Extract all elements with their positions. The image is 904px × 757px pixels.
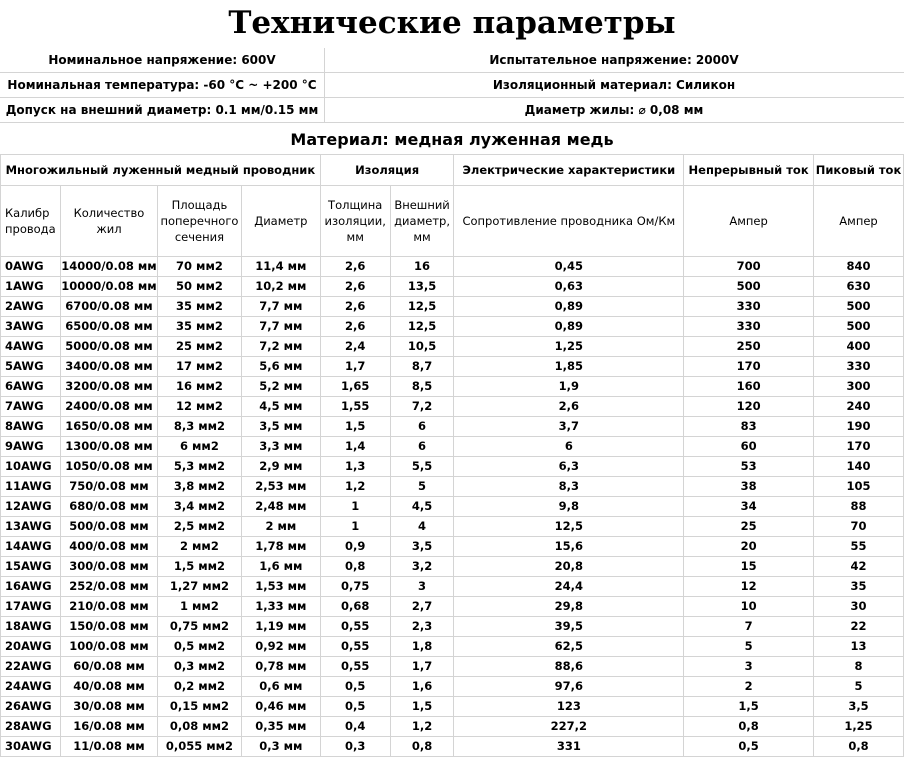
cell-diameter: 0,35 мм [241, 717, 320, 737]
test-voltage-text: Испытательное напряжение: 2000V [489, 53, 739, 67]
cell-outer-diameter: 1,8 [390, 637, 454, 657]
cell-outer-diameter: 3,2 [390, 557, 454, 577]
cell-area: 50 мм2 [157, 277, 241, 297]
cell-strands: 3200/0.08 мм [60, 377, 157, 397]
cell-resistance: 88,6 [454, 657, 684, 677]
cell-continuous-current: 25 [684, 517, 814, 537]
cell-peak-current: 400 [814, 337, 904, 357]
cell-continuous-current: 3 [684, 657, 814, 677]
cell-strands: 680/0.08 мм [60, 497, 157, 517]
cell-area: 6 мм2 [157, 437, 241, 457]
cell-insulation-thickness: 0,3 [320, 737, 390, 757]
cell-diameter: 3,3 мм [241, 437, 320, 457]
rated-voltage-text: Номинальное напряжение: 600V [0, 48, 325, 72]
cell-peak-current: 3,5 [814, 697, 904, 717]
cell-gauge: 15AWG [1, 557, 61, 577]
cell-outer-diameter: 5,5 [390, 457, 454, 477]
table-row [1, 617, 904, 637]
table-row [1, 597, 904, 617]
rated-temperature-text: Номинальная температура: -60 °C ~ +200 °C [0, 73, 325, 97]
cell-resistance: 227,2 [454, 717, 684, 737]
cell-strands: 11/0.08 мм [60, 737, 157, 757]
cell-outer-diameter: 1,5 [390, 697, 454, 717]
cell-area: 1,5 мм2 [157, 557, 241, 577]
cell-outer-diameter: 8,5 [390, 377, 454, 397]
spec-table [0, 154, 904, 757]
cell-outer-diameter: 2,7 [390, 597, 454, 617]
cell-diameter: 2,53 мм [241, 477, 320, 497]
cell-strands: 5000/0.08 мм [60, 337, 157, 357]
cell-insulation-thickness: 0,55 [320, 657, 390, 677]
cell-area: 2 мм2 [157, 537, 241, 557]
cell-resistance: 1,85 [454, 357, 684, 377]
subheader-diameter: Диаметр [241, 186, 320, 257]
table-row [1, 637, 904, 657]
cell-outer-diameter: 0,8 [390, 737, 454, 757]
subheader-resistance: Сопротивление проводника Ом/Км [454, 186, 684, 257]
cell-diameter: 2,48 мм [241, 497, 320, 517]
cell-resistance: 0,63 [454, 277, 684, 297]
cell-strands: 3400/0.08 мм [60, 357, 157, 377]
cell-insulation-thickness: 0,8 [320, 557, 390, 577]
cell-gauge: 20AWG [1, 637, 61, 657]
cell-diameter: 5,6 мм [241, 357, 320, 377]
cell-outer-diameter: 12,5 [390, 317, 454, 337]
table-row [1, 717, 904, 737]
cell-insulation-thickness: 2,6 [320, 277, 390, 297]
table-row [1, 737, 904, 757]
cell-strands: 10000/0.08 мм [60, 277, 157, 297]
cell-peak-current: 70 [814, 517, 904, 537]
cell-strands: 30/0.08 мм [60, 697, 157, 717]
cell-outer-diameter: 7,2 [390, 397, 454, 417]
cell-area: 17 мм2 [157, 357, 241, 377]
cell-area: 1 мм2 [157, 597, 241, 617]
cell-gauge: 14AWG [1, 537, 61, 557]
cell-area: 3,4 мм2 [157, 497, 241, 517]
cell-insulation-thickness: 1,3 [320, 457, 390, 477]
table-row [1, 437, 904, 457]
cell-insulation-thickness: 2,6 [320, 317, 390, 337]
subheader-outer-diameter: Внешний диаметр, мм [390, 186, 454, 257]
cell-continuous-current: 250 [684, 337, 814, 357]
cell-peak-current: 55 [814, 537, 904, 557]
sub-header-row [1, 186, 904, 257]
cell-area: 0,15 мм2 [157, 697, 241, 717]
table-row [1, 677, 904, 697]
cell-diameter: 2,9 мм [241, 457, 320, 477]
cell-diameter: 10,2 мм [241, 277, 320, 297]
cell-peak-current: 35 [814, 577, 904, 597]
cell-insulation-thickness: 0,4 [320, 717, 390, 737]
cell-outer-diameter: 6 [390, 437, 454, 457]
cell-gauge: 7AWG [1, 397, 61, 417]
cell-strands: 750/0.08 мм [60, 477, 157, 497]
cell-outer-diameter: 6 [390, 417, 454, 437]
cell-resistance: 331 [454, 737, 684, 757]
cell-gauge: 17AWG [1, 597, 61, 617]
cell-resistance: 15,6 [454, 537, 684, 557]
cell-area: 0,75 мм2 [157, 617, 241, 637]
cell-resistance: 62,5 [454, 637, 684, 657]
cell-continuous-current: 7 [684, 617, 814, 637]
table-row [1, 317, 904, 337]
cell-continuous-current: 38 [684, 477, 814, 497]
cell-diameter: 1,78 мм [241, 537, 320, 557]
cell-outer-diameter: 16 [390, 257, 454, 277]
cell-insulation-thickness: 0,55 [320, 617, 390, 637]
cell-continuous-current: 15 [684, 557, 814, 577]
cell-resistance: 20,8 [454, 557, 684, 577]
cell-continuous-current: 330 [684, 297, 814, 317]
cell-strands: 210/0.08 мм [60, 597, 157, 617]
cell-continuous-current: 34 [684, 497, 814, 517]
cell-peak-current: 500 [814, 297, 904, 317]
cell-peak-current: 30 [814, 597, 904, 617]
cell-insulation-thickness: 0,68 [320, 597, 390, 617]
cell-continuous-current: 12 [684, 577, 814, 597]
cell-insulation-thickness: 1 [320, 497, 390, 517]
cell-gauge: 22AWG [1, 657, 61, 677]
header-conductor: Многожильный луженный медный проводник [1, 155, 321, 186]
table-row [1, 657, 904, 677]
cell-resistance: 0,89 [454, 297, 684, 317]
spec-table-body [1, 257, 904, 757]
cell-gauge: 2AWG [1, 297, 61, 317]
cell-diameter: 0,92 мм [241, 637, 320, 657]
cell-peak-current: 240 [814, 397, 904, 417]
cell-area: 1,27 мм2 [157, 577, 241, 597]
cell-peak-current: 1,25 [814, 717, 904, 737]
cell-resistance: 1,9 [454, 377, 684, 397]
cell-area: 70 мм2 [157, 257, 241, 277]
table-row [1, 557, 904, 577]
cell-insulation-thickness: 2,6 [320, 257, 390, 277]
cell-gauge: 9AWG [1, 437, 61, 457]
cell-continuous-current: 2 [684, 677, 814, 697]
cell-peak-current: 630 [814, 277, 904, 297]
cell-resistance: 24,4 [454, 577, 684, 597]
cell-continuous-current: 170 [684, 357, 814, 377]
page-title: Технические параметры [228, 5, 676, 41]
cell-resistance: 3,7 [454, 417, 684, 437]
cell-resistance: 6 [454, 437, 684, 457]
cell-area: 12 мм2 [157, 397, 241, 417]
table-row [1, 277, 904, 297]
cell-outer-diameter: 2,3 [390, 617, 454, 637]
cell-diameter: 0,46 мм [241, 697, 320, 717]
cell-resistance: 29,8 [454, 597, 684, 617]
cell-area: 8,3 мм2 [157, 417, 241, 437]
cell-diameter: 0,6 мм [241, 677, 320, 697]
cell-strands: 150/0.08 мм [60, 617, 157, 637]
cell-gauge: 28AWG [1, 717, 61, 737]
cell-peak-current: 5 [814, 677, 904, 697]
info-row-tolerance [0, 98, 904, 123]
table-row [1, 417, 904, 437]
table-row [1, 357, 904, 377]
cell-gauge: 8AWG [1, 417, 61, 437]
cell-resistance: 6,3 [454, 457, 684, 477]
cell-continuous-current: 20 [684, 537, 814, 557]
cell-diameter: 7,2 мм [241, 337, 320, 357]
table-row [1, 697, 904, 717]
cell-area: 0,055 мм2 [157, 737, 241, 757]
cell-outer-diameter: 12,5 [390, 297, 454, 317]
cell-peak-current: 22 [814, 617, 904, 637]
cell-strands: 40/0.08 мм [60, 677, 157, 697]
cell-strands: 1050/0.08 мм [60, 457, 157, 477]
cell-peak-current: 140 [814, 457, 904, 477]
cell-diameter: 7,7 мм [241, 317, 320, 337]
cell-diameter: 3,5 мм [241, 417, 320, 437]
cell-continuous-current: 1,5 [684, 697, 814, 717]
cell-resistance: 39,5 [454, 617, 684, 637]
cell-gauge: 13AWG [1, 517, 61, 537]
cell-strands: 1650/0.08 мм [60, 417, 157, 437]
cell-area: 0,2 мм2 [157, 677, 241, 697]
cell-resistance: 123 [454, 697, 684, 717]
strand-diameter-text: Диаметр жилы: ⌀ 0,08 мм [524, 103, 704, 117]
cell-peak-current: 8 [814, 657, 904, 677]
cell-strands: 6700/0.08 мм [60, 297, 157, 317]
cell-resistance: 2,6 [454, 397, 684, 417]
table-row [1, 377, 904, 397]
subheader-gauge: Калибр провода [1, 186, 61, 257]
cell-diameter: 7,7 мм [241, 297, 320, 317]
cell-continuous-current: 53 [684, 457, 814, 477]
cell-strands: 6500/0.08 мм [60, 317, 157, 337]
header-electrical: Электрические характеристики [454, 155, 684, 186]
table-row [1, 477, 904, 497]
table-row [1, 497, 904, 517]
cell-peak-current: 190 [814, 417, 904, 437]
cell-continuous-current: 700 [684, 257, 814, 277]
cell-area: 3,8 мм2 [157, 477, 241, 497]
table-row [1, 257, 904, 277]
cell-diameter: 1,6 мм [241, 557, 320, 577]
table-row [1, 337, 904, 357]
cell-outer-diameter: 3,5 [390, 537, 454, 557]
subheader-area: Площадь поперечного сечения [157, 186, 241, 257]
material-heading: Материал: медная луженная медь [290, 130, 614, 149]
cell-gauge: 18AWG [1, 617, 61, 637]
cell-diameter: 1,33 мм [241, 597, 320, 617]
cell-diameter: 0,78 мм [241, 657, 320, 677]
cell-area: 16 мм2 [157, 377, 241, 397]
cell-gauge: 4AWG [1, 337, 61, 357]
cell-outer-diameter: 10,5 [390, 337, 454, 357]
cell-strands: 2400/0.08 мм [60, 397, 157, 417]
cell-resistance: 97,6 [454, 677, 684, 697]
cell-gauge: 11AWG [1, 477, 61, 497]
cell-strands: 400/0.08 мм [60, 537, 157, 557]
cell-insulation-thickness: 1,5 [320, 417, 390, 437]
subheader-insulation-thickness: Толщина изоляции, мм [320, 186, 390, 257]
cell-continuous-current: 5 [684, 637, 814, 657]
cell-gauge: 26AWG [1, 697, 61, 717]
cell-outer-diameter: 5 [390, 477, 454, 497]
cell-resistance: 12,5 [454, 517, 684, 537]
cell-strands: 100/0.08 мм [60, 637, 157, 657]
cell-insulation-thickness: 2,4 [320, 337, 390, 357]
cell-gauge: 16AWG [1, 577, 61, 597]
cell-gauge: 5AWG [1, 357, 61, 377]
cell-peak-current: 105 [814, 477, 904, 497]
header-insulation: Изоляция [320, 155, 454, 186]
cell-gauge: 3AWG [1, 317, 61, 337]
cell-diameter: 1,53 мм [241, 577, 320, 597]
cell-strands: 60/0.08 мм [60, 657, 157, 677]
cell-continuous-current: 83 [684, 417, 814, 437]
cell-area: 25 мм2 [157, 337, 241, 357]
cell-insulation-thickness: 0,5 [320, 697, 390, 717]
outer-diameter-tolerance-text: Допуск на внешний диаметр: 0.1 мм/0.15 мм [0, 98, 325, 122]
cell-diameter: 5,2 мм [241, 377, 320, 397]
cell-area: 0,3 мм2 [157, 657, 241, 677]
cell-outer-diameter: 1,6 [390, 677, 454, 697]
cell-continuous-current: 120 [684, 397, 814, 417]
cell-strands: 300/0.08 мм [60, 557, 157, 577]
cell-outer-diameter: 13,5 [390, 277, 454, 297]
cell-insulation-thickness: 2,6 [320, 297, 390, 317]
cell-diameter: 2 мм [241, 517, 320, 537]
cell-outer-diameter: 1,7 [390, 657, 454, 677]
cell-continuous-current: 500 [684, 277, 814, 297]
cell-peak-current: 170 [814, 437, 904, 457]
cell-peak-current: 13 [814, 637, 904, 657]
table-row [1, 297, 904, 317]
cell-gauge: 10AWG [1, 457, 61, 477]
cell-area: 0,08 мм2 [157, 717, 241, 737]
cell-insulation-thickness: 0,75 [320, 577, 390, 597]
cell-outer-diameter: 3 [390, 577, 454, 597]
table-row [1, 397, 904, 417]
cell-peak-current: 840 [814, 257, 904, 277]
subheader-peak-unit: Ампер [814, 186, 904, 257]
cell-insulation-thickness: 1,2 [320, 477, 390, 497]
insulation-material-text: Изоляционный материал: Силикон [492, 78, 736, 92]
cell-insulation-thickness: 0,9 [320, 537, 390, 557]
cell-peak-current: 88 [814, 497, 904, 517]
cell-insulation-thickness: 1,65 [320, 377, 390, 397]
cell-diameter: 1,19 мм [241, 617, 320, 637]
cell-gauge: 6AWG [1, 377, 61, 397]
cell-continuous-current: 0,8 [684, 717, 814, 737]
cell-diameter: 11,4 мм [241, 257, 320, 277]
table-row [1, 537, 904, 557]
group-header-row [1, 155, 904, 186]
cell-resistance: 8,3 [454, 477, 684, 497]
cell-peak-current: 0,8 [814, 737, 904, 757]
header-continuous-current: Непрерывный ток [684, 155, 814, 186]
table-row [1, 457, 904, 477]
cell-gauge: 1AWG [1, 277, 61, 297]
cell-strands: 252/0.08 мм [60, 577, 157, 597]
cell-resistance: 1,25 [454, 337, 684, 357]
cell-strands: 14000/0.08 мм [60, 257, 157, 277]
cell-area: 35 мм2 [157, 297, 241, 317]
subheader-strands: Количество жил [60, 186, 157, 257]
cell-area: 5,3 мм2 [157, 457, 241, 477]
subheader-continuous-unit: Ампер [684, 186, 814, 257]
cell-area: 0,5 мм2 [157, 637, 241, 657]
table-row [1, 517, 904, 537]
cell-continuous-current: 160 [684, 377, 814, 397]
cell-continuous-current: 10 [684, 597, 814, 617]
cell-insulation-thickness: 0,55 [320, 637, 390, 657]
cell-outer-diameter: 1,2 [390, 717, 454, 737]
cell-peak-current: 300 [814, 377, 904, 397]
cell-peak-current: 500 [814, 317, 904, 337]
cell-area: 35 мм2 [157, 317, 241, 337]
cell-resistance: 9,8 [454, 497, 684, 517]
cell-resistance: 0,45 [454, 257, 684, 277]
cell-strands: 500/0.08 мм [60, 517, 157, 537]
cell-continuous-current: 60 [684, 437, 814, 457]
cell-outer-diameter: 8,7 [390, 357, 454, 377]
cell-insulation-thickness: 1 [320, 517, 390, 537]
cell-strands: 1300/0.08 мм [60, 437, 157, 457]
cell-diameter: 4,5 мм [241, 397, 320, 417]
header-peak-current: Пиковый ток [814, 155, 904, 186]
cell-gauge: 30AWG [1, 737, 61, 757]
table-row [1, 577, 904, 597]
cell-insulation-thickness: 0,5 [320, 677, 390, 697]
info-row-voltage [0, 48, 904, 73]
cell-insulation-thickness: 1,55 [320, 397, 390, 417]
info-row-temperature [0, 73, 904, 98]
cell-outer-diameter: 4,5 [390, 497, 454, 517]
cell-insulation-thickness: 1,4 [320, 437, 390, 457]
cell-gauge: 24AWG [1, 677, 61, 697]
cell-insulation-thickness: 1,7 [320, 357, 390, 377]
cell-outer-diameter: 4 [390, 517, 454, 537]
cell-peak-current: 330 [814, 357, 904, 377]
cell-peak-current: 42 [814, 557, 904, 577]
cell-continuous-current: 330 [684, 317, 814, 337]
cell-strands: 16/0.08 мм [60, 717, 157, 737]
cell-gauge: 0AWG [1, 257, 61, 277]
cell-diameter: 0,3 мм [241, 737, 320, 757]
cell-area: 2,5 мм2 [157, 517, 241, 537]
cell-resistance: 0,89 [454, 317, 684, 337]
cell-gauge: 12AWG [1, 497, 61, 517]
cell-continuous-current: 0,5 [684, 737, 814, 757]
